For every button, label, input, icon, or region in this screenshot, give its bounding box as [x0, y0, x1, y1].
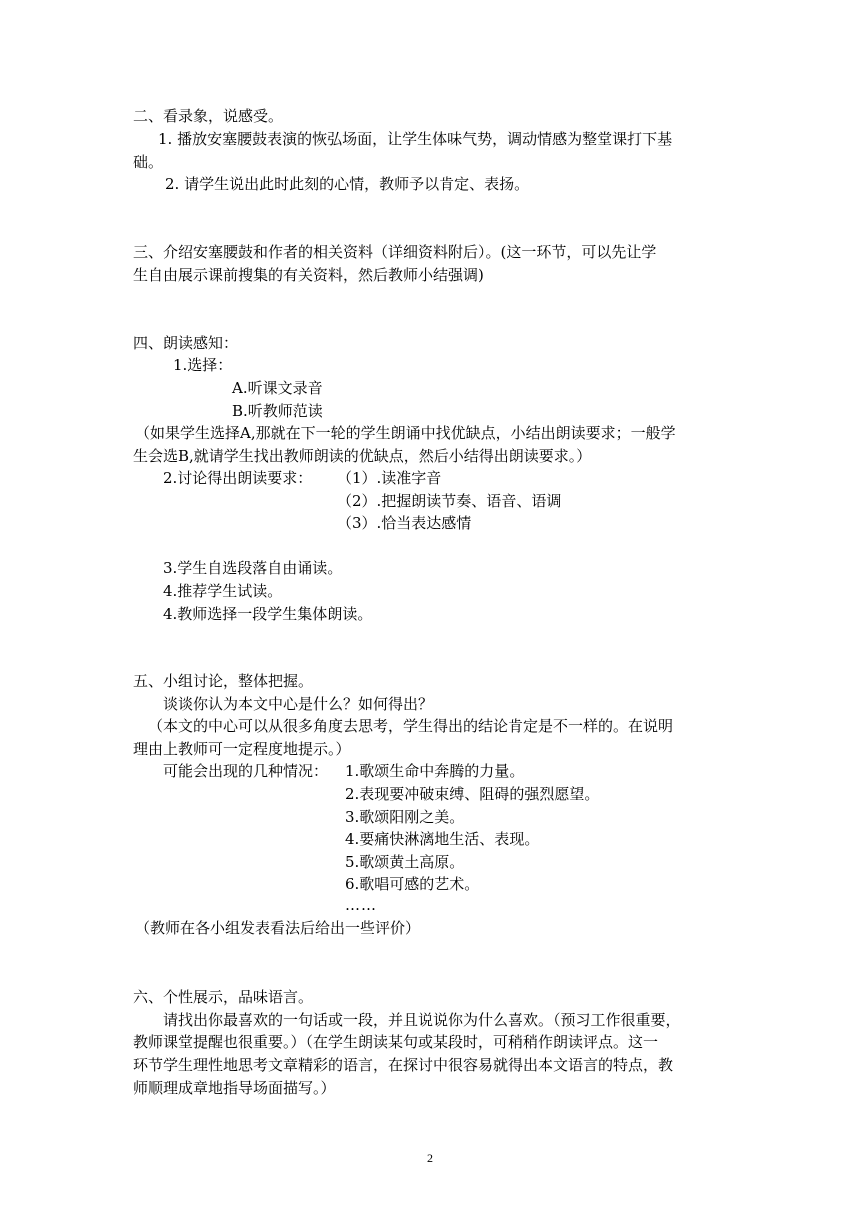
cases-ellipsis: ……: [345, 896, 377, 914]
section-4-heading: 四、朗读感知：: [133, 334, 239, 352]
requirement-2: （2）.把握朗读节奏、语音、语调: [337, 492, 562, 510]
choose-label: 1.选择：: [173, 356, 233, 374]
step-3: 3.学生自选段落自由诵读。: [163, 559, 343, 577]
case-1: 1.歌颂生命中奔腾的力量。: [345, 762, 525, 780]
page-number: 2: [427, 1151, 433, 1165]
case-4: 4.要痛快淋漓地生活、表现。: [345, 830, 540, 848]
option-b: B.听教师范读: [232, 402, 323, 420]
section-3-line-2: 生自由展示课前搜集的有关资料，然后教师小结强调): [133, 266, 484, 284]
section-6-line-2: 教师课堂提醒也很重要。）（在学生朗读某句或某段时，可稍稍作朗读评点。这一: [133, 1033, 659, 1051]
section-6-line-4: 师顺理成章地指导场面描写。）: [133, 1079, 336, 1097]
case-5: 5.歌颂黄土高原。: [345, 853, 465, 871]
step-4-recommend: 4.推荐学生试读。: [163, 582, 283, 600]
center-note-line-1: （本文的中心可以从很多角度去思考，学生得出的结论肯定是不一样的。在说明: [148, 717, 674, 735]
section-6-line-3: 环节学生理性地思考文章精彩的语言，在探讨中很容易就得出本文语言的特点，教: [133, 1056, 674, 1074]
section-5-heading: 五、小组讨论，整体把握。: [133, 672, 314, 690]
requirement-1: （1）.读准字音: [337, 469, 442, 487]
option-a: A.听课文录音: [232, 379, 323, 397]
section-6-heading: 六、个性展示，品味语言。: [133, 988, 314, 1006]
possible-cases-label: 可能会出现的几种情况：: [163, 762, 329, 780]
case-2: 2.表现要冲破束缚、阻碍的强烈愿望。: [345, 785, 600, 803]
section-2-item-1-line-1: 1. 播放安塞腰鼓表演的恢弘场面，让学生体味气势，调动情感为整堂课打下基: [158, 130, 673, 148]
reading-note-line-2: 生会选B,就请学生找出教师朗读的优缺点，然后小结得出朗读要求。）: [133, 447, 592, 465]
section-2-heading: 二、看录象，说感受。: [133, 107, 284, 125]
section-6-line-1: 请找出你最喜欢的一句话或一段，并且说说你为什么喜欢。（预习工作很重要，: [163, 1011, 681, 1029]
center-note-line-2: 理由上教师可一定程度地提示。）: [133, 740, 351, 758]
requirement-3: （3）.恰当表达感情: [337, 514, 472, 532]
discussion-question: 谈谈你认为本文中心是什么？如何得出？: [163, 695, 434, 713]
reading-note-line-1: （如果学生选择A,那就在下一轮的学生朗诵中找优缺点，小结出朗读要求；一般学: [135, 424, 676, 442]
step-4-group-reading: 4.教师选择一段学生集体朗读。: [163, 605, 373, 623]
teacher-evaluation-note: （教师在各小组发表看法后给出一些评价）: [135, 919, 421, 937]
case-3: 3.歌颂阳刚之美。: [345, 808, 465, 826]
section-3-line-1: 三、介绍安塞腰鼓和作者的相关资料（详细资料附后）。(这一环节，可以先让学: [133, 243, 657, 261]
section-2-item-2: 2. 请学生说出此时此刻的心情，教师予以肯定、表扬。: [165, 175, 530, 193]
reading-requirements-label: 2.讨论得出朗读要求：: [163, 469, 313, 487]
case-6: 6.歌唱可感的艺术。: [345, 875, 480, 893]
section-2-item-1-line-2: 础。: [133, 153, 164, 171]
